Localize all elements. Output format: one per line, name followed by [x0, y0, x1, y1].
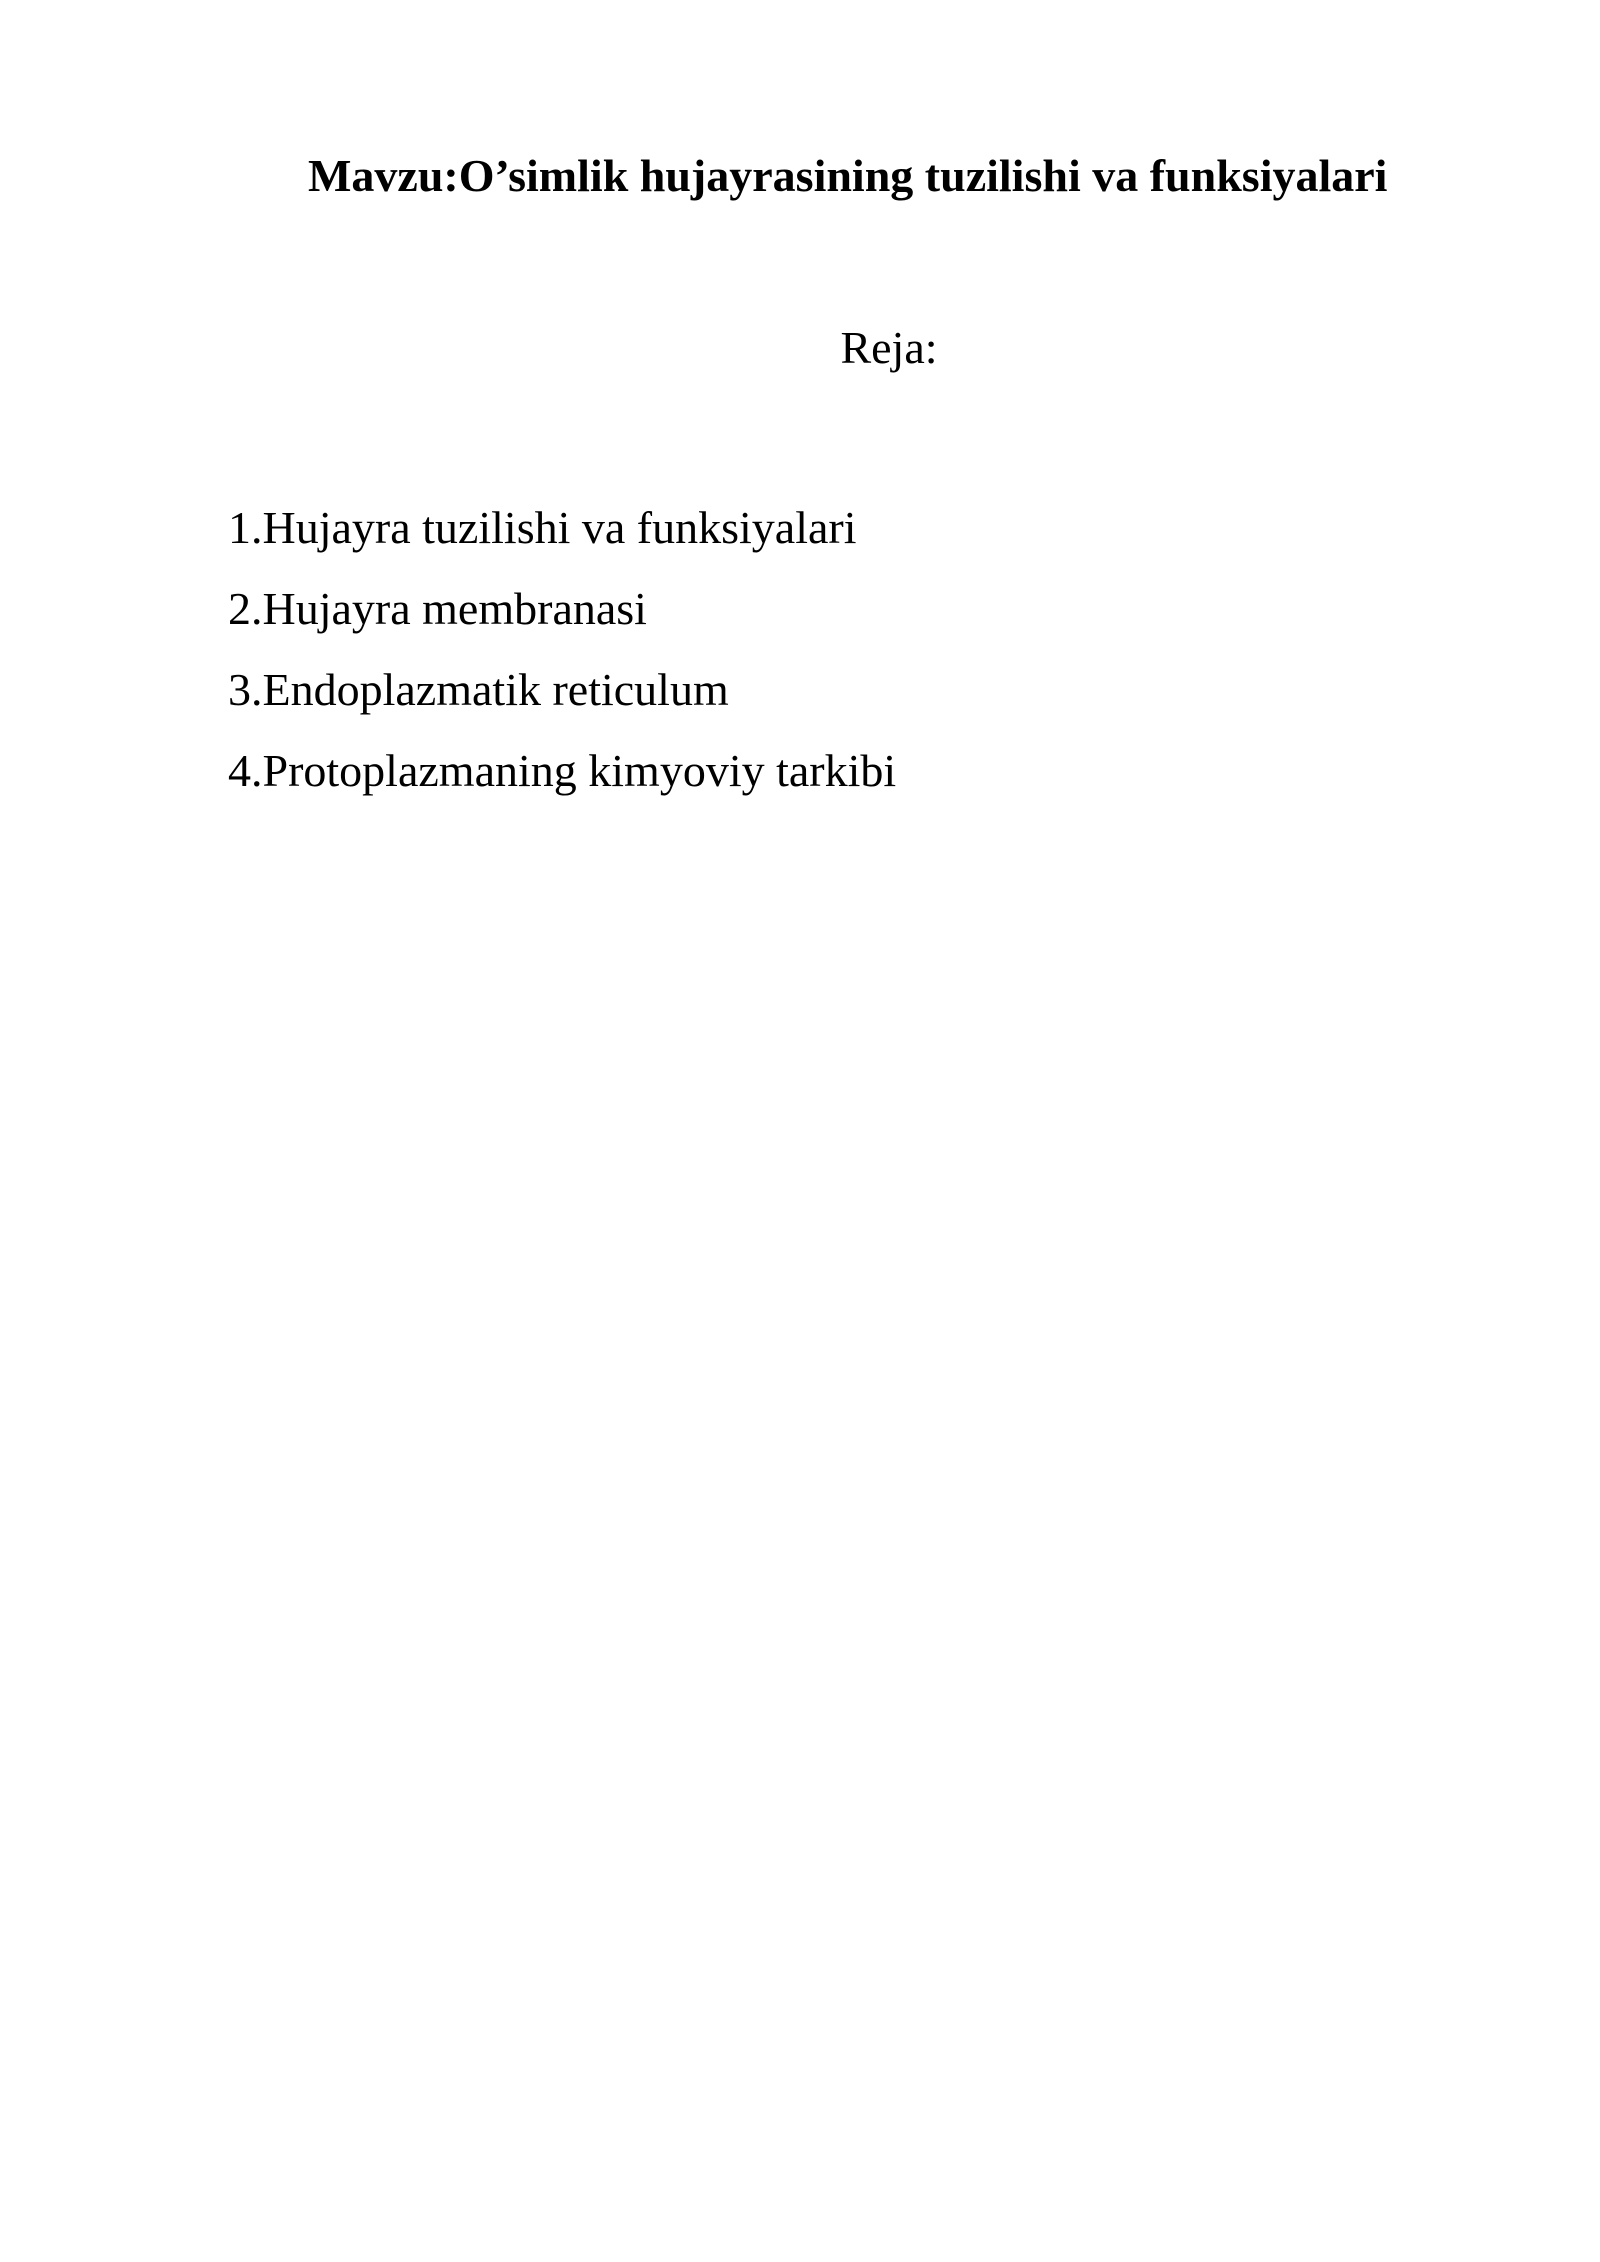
plan-item-3: 3.Endoplazmatik reticulum	[228, 664, 729, 715]
plan-item-4: 4.Protoplazmaning kimyoviy tarkibi	[228, 745, 897, 796]
plan-item-1: 1.Hujayra tuzilishi va funksiyalari	[228, 502, 857, 553]
plan-list	[228, 487, 896, 811]
document-title: Mavzu:O’simlik hujayrasining tuzilishi va funksiyalari	[308, 150, 1388, 201]
plan-heading: Reja:	[840, 322, 938, 373]
plan-item-2: 2.Hujayra membranasi	[228, 583, 647, 634]
